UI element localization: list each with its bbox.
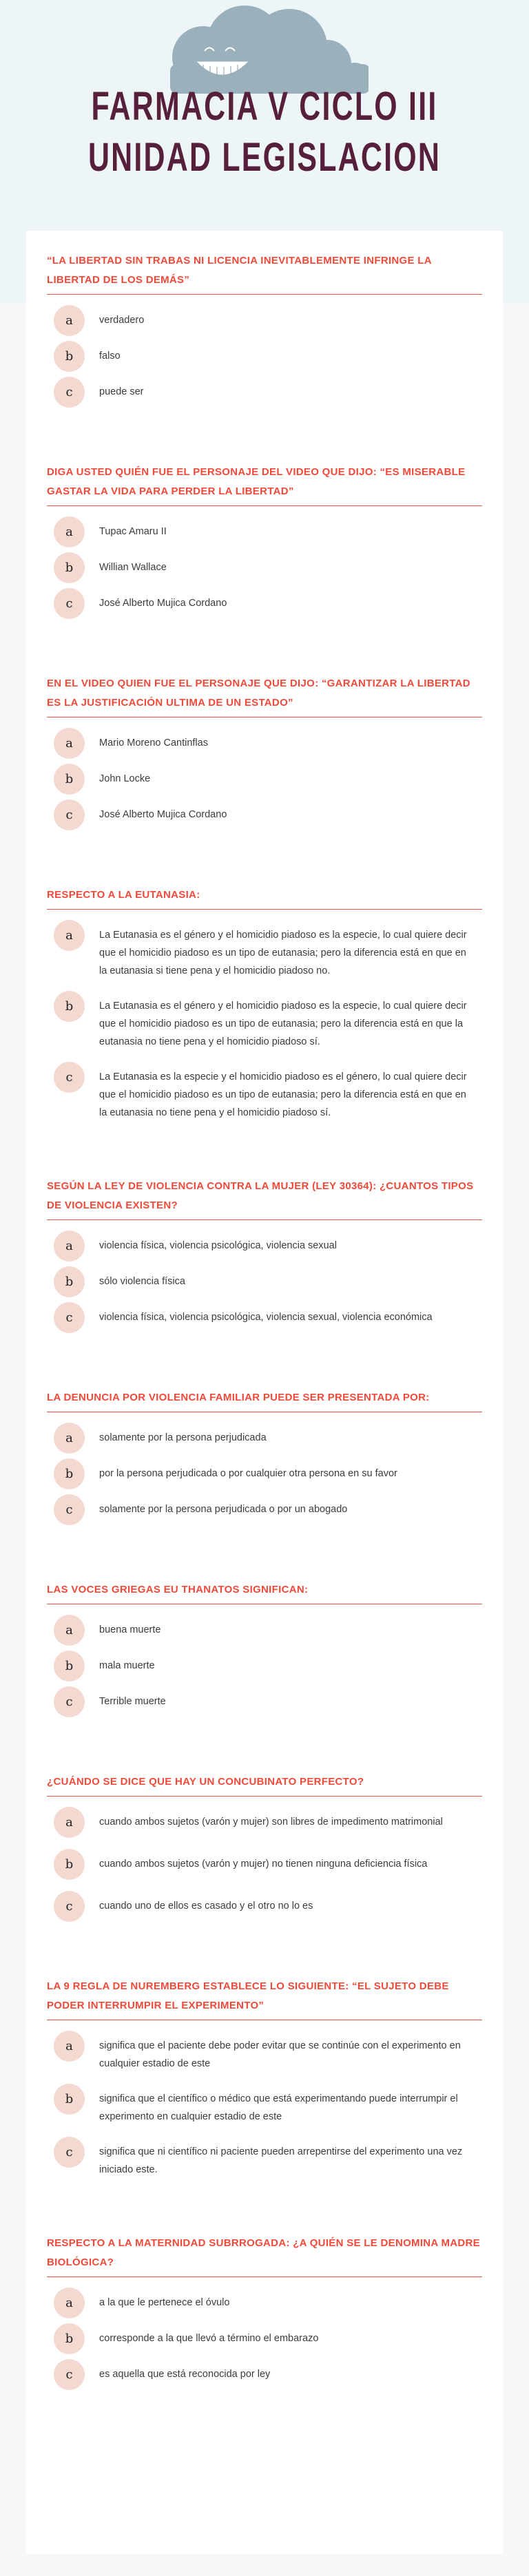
- answer-option-b[interactable]: [47, 1651, 482, 1682]
- answer-option-a[interactable]: [47, 920, 482, 980]
- answer-option-b[interactable]: [47, 1458, 482, 1489]
- question-5: [47, 1177, 482, 1333]
- question-3: [47, 674, 482, 830]
- option-text[interactable]: violencia física, violencia psicológica, violencia sexual, violencia económica: [99, 1312, 433, 1323]
- question-8: [47, 1772, 482, 1922]
- option-letter-badge[interactable]: a: [54, 516, 85, 547]
- page-title: [0, 81, 529, 183]
- answer-options: [47, 516, 482, 619]
- option-letter-badge[interactable]: a: [54, 1423, 85, 1454]
- question-1: [47, 251, 482, 408]
- answer-option-c[interactable]: [47, 1062, 482, 1122]
- option-text[interactable]: cuando ambos sujetos (varón y mujer) son libres de impedimento matrimonial: [99, 1816, 443, 1828]
- answer-option-a[interactable]: [47, 728, 482, 759]
- option-letter-badge[interactable]: c: [54, 1494, 85, 1525]
- answer-option-a[interactable]: [47, 1615, 482, 1646]
- answer-option-c[interactable]: [47, 377, 482, 408]
- answer-option-c[interactable]: [47, 1494, 482, 1525]
- option-text[interactable]: es aquella que está reconocida por ley: [99, 2369, 271, 2380]
- answer-option-c[interactable]: [47, 2359, 482, 2390]
- answer-option-b[interactable]: [47, 991, 482, 1051]
- question-title: LA DENUNCIA POR VIOLENCIA FAMILIAR PUEDE SER PRESENTADA POR:: [47, 1388, 482, 1412]
- question-6: [47, 1388, 482, 1525]
- answer-option-b[interactable]: [47, 2323, 482, 2354]
- option-text[interactable]: Mario Moreno Cantinflas: [99, 737, 208, 748]
- question-title: EN EL VIDEO QUIEN FUE EL PERSONAJE QUE DIJO: “GARANTIZAR LA LIBERTAD ES LA JUSTIFICACIÓN ULTIMA DE UN ESTADO”: [47, 674, 482, 718]
- question-9: [47, 1977, 482, 2179]
- answer-option-b[interactable]: [47, 552, 482, 583]
- option-letter-badge[interactable]: b: [54, 991, 85, 1022]
- option-letter-badge[interactable]: a: [54, 2287, 85, 2318]
- answer-option-a[interactable]: [47, 1807, 482, 1838]
- answer-option-c[interactable]: [47, 1686, 482, 1717]
- question-10: [47, 2234, 482, 2390]
- answer-options: [47, 920, 482, 1122]
- option-text[interactable]: violencia física, violencia psicológica, violencia sexual: [99, 1240, 337, 1251]
- answer-option-a[interactable]: [47, 1423, 482, 1454]
- option-text[interactable]: cuando ambos sujetos (varón y mujer) no tienen ninguna deficiencia física: [99, 1858, 428, 1870]
- option-letter-badge[interactable]: c: [54, 799, 85, 830]
- option-text[interactable]: por la persona perjudicada o por cualquier otra persona en su favor: [99, 1468, 397, 1479]
- option-text[interactable]: significa que ni científico ni paciente pueden arrepentirse del experimento una vez iniciado este.: [99, 2146, 463, 2175]
- option-letter-badge[interactable]: c: [54, 1302, 85, 1333]
- answer-option-a[interactable]: [47, 2031, 482, 2073]
- answer-options: [47, 1615, 482, 1717]
- option-letter-badge[interactable]: a: [54, 920, 85, 951]
- option-letter-badge[interactable]: b: [54, 2323, 85, 2354]
- question-7: [47, 1580, 482, 1717]
- answer-option-b[interactable]: [47, 341, 482, 372]
- answer-option-b[interactable]: [47, 1266, 482, 1297]
- option-letter-badge[interactable]: c: [54, 1686, 85, 1717]
- question-title: RESPECTO A LA MATERNIDAD SUBRROGADA: ¿A QUIÉN SE LE DENOMINA MADRE BIOLÓGICA?: [47, 2234, 482, 2277]
- question-title: DIGA USTED QUIÉN FUE EL PERSONAJE DEL VIDEO QUE DIJO: “ES MISERABLE GASTAR LA VIDA PARA PERDER LA LIBERTAD”: [47, 463, 482, 506]
- option-letter-badge[interactable]: b: [54, 552, 85, 583]
- option-letter-badge[interactable]: b: [54, 1849, 85, 1880]
- option-text[interactable]: Willian Wallace: [99, 562, 167, 573]
- quiz-card: [26, 231, 503, 2554]
- option-letter-badge[interactable]: a: [54, 728, 85, 759]
- question-2: [47, 463, 482, 619]
- option-text[interactable]: John Locke: [99, 773, 151, 784]
- answer-option-a[interactable]: [47, 305, 482, 336]
- option-letter-badge[interactable]: c: [54, 2359, 85, 2390]
- option-text[interactable]: José Alberto Mujica Cordano: [99, 598, 227, 609]
- answer-option-a[interactable]: [47, 2287, 482, 2318]
- option-text[interactable]: significa que el científico o médico que está experimentando puede interrumpir el experimento en cualquier estadio de este: [99, 2093, 458, 2122]
- option-letter-badge[interactable]: b: [54, 2084, 85, 2115]
- option-letter-badge[interactable]: b: [54, 341, 85, 372]
- option-letter-badge[interactable]: b: [54, 1651, 85, 1682]
- option-text[interactable]: puede ser: [99, 386, 144, 397]
- option-text[interactable]: Tupac Amaru II: [99, 526, 167, 537]
- answer-options: [47, 728, 482, 830]
- answer-options: [47, 1807, 482, 1922]
- answer-options: [47, 2287, 482, 2390]
- question-title: RESPECTO A LA EUTANASIA:: [47, 886, 482, 910]
- option-letter-badge[interactable]: a: [54, 2031, 85, 2062]
- option-letter-badge[interactable]: c: [54, 2137, 85, 2168]
- option-letter-badge[interactable]: c: [54, 1062, 85, 1093]
- option-text[interactable]: La Eutanasia es la especie y el homicidio piadoso es el género, lo cual quiere decir que el homicidio piadoso es un tipo de eutanasia; pero la diferencia está en que en la eutanasia no tiene pena y el homicidio piadoso sí.: [99, 1071, 467, 1118]
- option-text[interactable]: La Eutanasia es el género y el homicidio piadoso es la especie, lo cual quiere decir que el homicidio piadoso es un tipo de eutanasia; pero la diferencia está en que la eutanasia no tiene pena y el homicidio piadoso sí.: [99, 1001, 467, 1047]
- answer-option-c[interactable]: [47, 1302, 482, 1333]
- answer-option-c[interactable]: [47, 588, 482, 619]
- option-text[interactable]: mala muerte: [99, 1660, 155, 1671]
- option-text[interactable]: Terrible muerte: [99, 1696, 166, 1707]
- answer-options: [47, 1231, 482, 1333]
- option-letter-badge[interactable]: a: [54, 305, 85, 336]
- answer-option-a[interactable]: [47, 516, 482, 547]
- question-title: LAS VOCES GRIEGAS EU THANATOS SIGNIFICAN:: [47, 1580, 482, 1604]
- option-text[interactable]: solamente por la persona perjudicada: [99, 1432, 267, 1443]
- option-letter-badge[interactable]: c: [54, 588, 85, 619]
- option-letter-badge[interactable]: c: [54, 377, 85, 408]
- option-text[interactable]: José Alberto Mujica Cordano: [99, 809, 227, 820]
- answer-option-c[interactable]: [47, 799, 482, 830]
- option-letter-badge[interactable]: a: [54, 1615, 85, 1646]
- option-letter-badge[interactable]: a: [54, 1807, 85, 1838]
- page-title-line-1: FARMACIA V CICLO III: [91, 84, 438, 129]
- smiling-rain-cloud-icon: [162, 6, 369, 94]
- option-text[interactable]: a la que le pertenece el óvulo: [99, 2297, 230, 2308]
- option-letter-badge[interactable]: b: [54, 1266, 85, 1297]
- option-text[interactable]: verdadero: [99, 315, 145, 326]
- option-letter-badge[interactable]: b: [54, 764, 85, 795]
- answer-options: [47, 2031, 482, 2179]
- page-title-line-2: UNIDAD LEGISLACION: [87, 135, 442, 180]
- question-title: SEGÚN LA LEY DE VIOLENCIA CONTRA LA MUJER (LEY 30364): ¿CUANTOS TIPOS DE VIOLENCIA EXISTEN?: [47, 1177, 482, 1220]
- option-text[interactable]: La Eutanasia es el género y el homicidio piadoso es la especie, lo cual quiere decir que el homicidio piadoso es un tipo de eutanasia; pero la diferencia está en que en la eutanasia si tiene pena y el homicidio piadoso no.: [99, 930, 467, 976]
- answer-option-b[interactable]: [47, 1849, 482, 1880]
- option-text[interactable]: cuando uno de ellos es casado y el otro no lo es: [99, 1900, 313, 1912]
- option-text[interactable]: solamente por la persona perjudicada o por un abogado: [99, 1504, 348, 1515]
- option-letter-badge[interactable]: a: [54, 1231, 85, 1261]
- answer-option-c[interactable]: [47, 2137, 482, 2179]
- option-text[interactable]: sólo violencia física: [99, 1276, 185, 1287]
- option-letter-badge[interactable]: c: [54, 1891, 85, 1922]
- answer-option-b[interactable]: [47, 2084, 482, 2126]
- question-title: “LA LIBERTAD SIN TRABAS NI LICENCIA INEVITABLEMENTE INFRINGE LA LIBERTAD DE LOS DEMÁS”: [47, 251, 482, 295]
- answer-option-b[interactable]: [47, 764, 482, 795]
- answer-option-a[interactable]: [47, 1231, 482, 1261]
- answer-option-c[interactable]: [47, 1891, 482, 1922]
- option-letter-badge[interactable]: b: [54, 1458, 85, 1489]
- option-text[interactable]: buena muerte: [99, 1624, 161, 1635]
- question-title: LA 9 REGLA DE NUREMBERG ESTABLECE LO SIGUIENTE: “EL SUJETO DEBE PODER INTERRUMPIR EL EXPERIMENTO”: [47, 1977, 482, 2020]
- question-title: ¿CUÁNDO SE DICE QUE HAY UN CONCUBINATO PERFECTO?: [47, 1772, 482, 1797]
- answer-options: [47, 305, 482, 408]
- option-text[interactable]: significa que el paciente debe poder evitar que se continúe con el experimento en cualquier estadio de este: [99, 2040, 461, 2069]
- option-text[interactable]: falso: [99, 350, 121, 362]
- answer-options: [47, 1423, 482, 1525]
- question-4: [47, 886, 482, 1122]
- option-text[interactable]: corresponde a la que llevó a término el embarazo: [99, 2333, 319, 2344]
